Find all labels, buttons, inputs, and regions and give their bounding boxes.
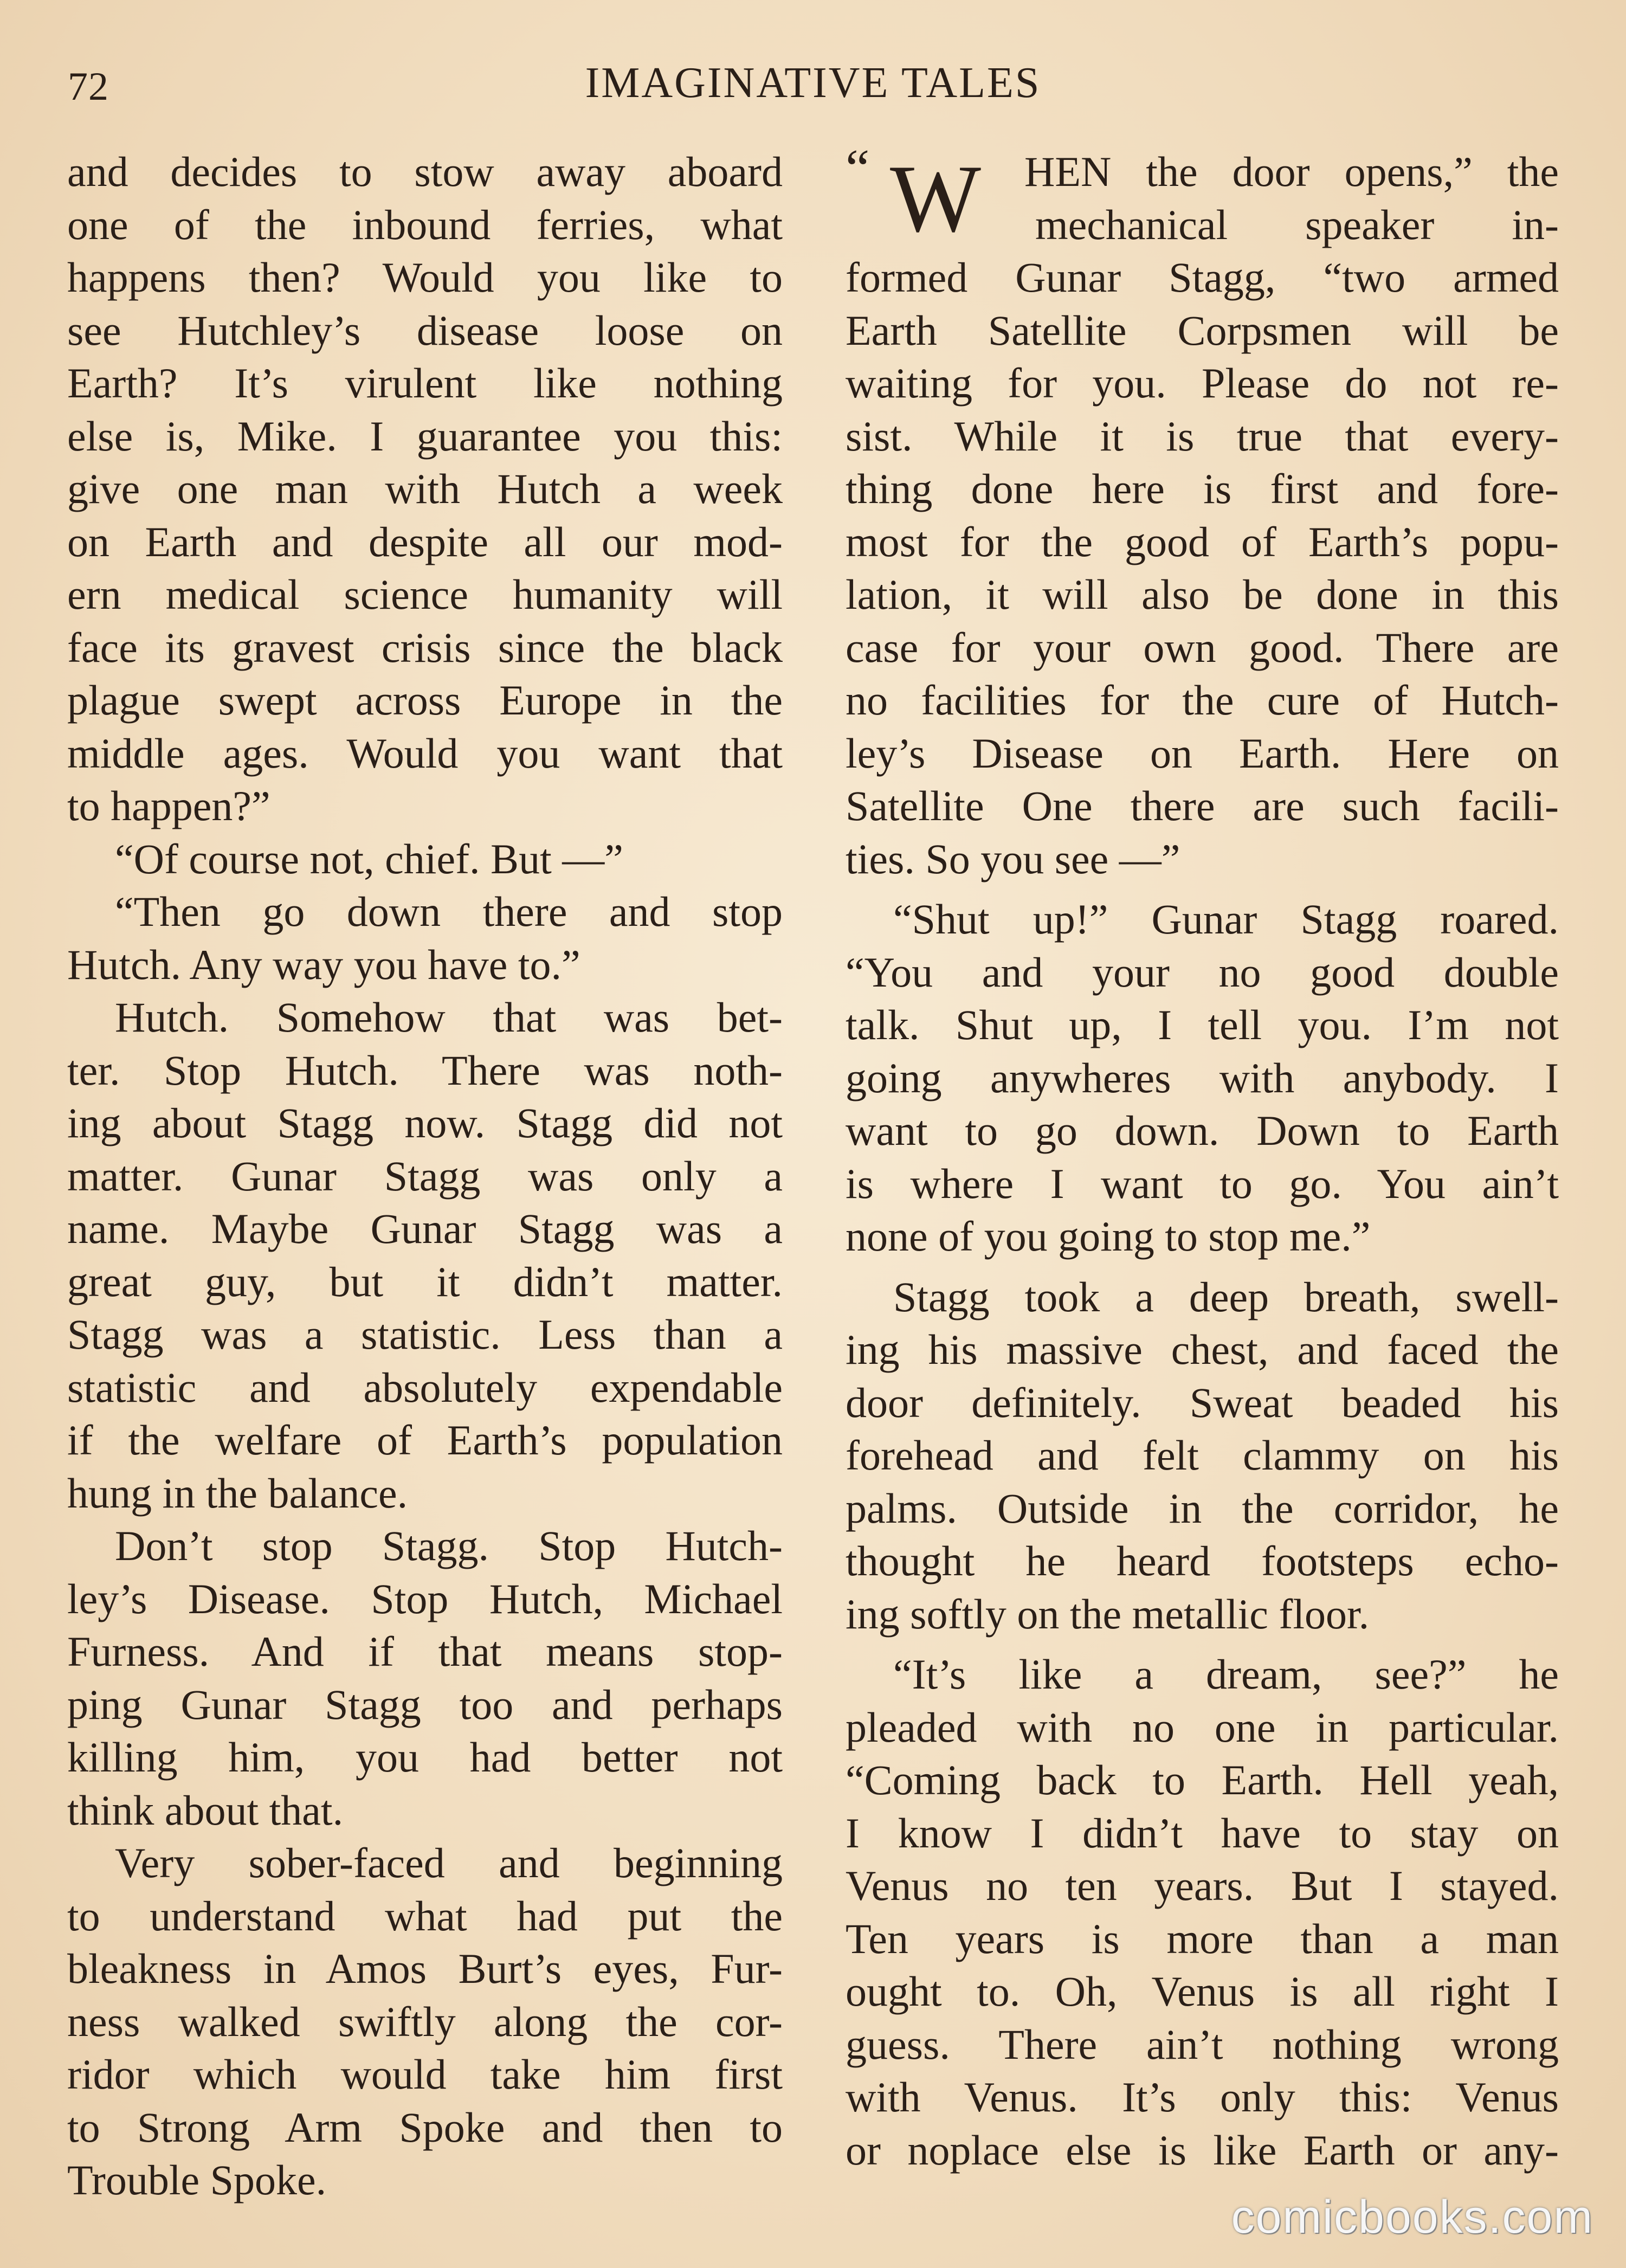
text-line: happens then? Would you like to [67,254,783,301]
text-line: give one man with Hutch a week [67,465,783,512]
text-line: ley’s Disease on Earth. Here on [846,729,1559,777]
text-line: else is, Mike. I guarantee you this: [67,412,783,460]
text-line: going anywheres with anybody. I [846,1054,1559,1101]
paragraph-gap [846,1263,1559,1271]
text-line: door definitely. Sweat beaded his [846,1378,1559,1426]
text-line: “Coming back to Earth. Hell yeah, [846,1756,1559,1803]
text-line: formed Gunar Stagg, “two armed [846,254,1559,301]
text-line: forehead and felt clammy on his [846,1432,1559,1479]
text-line: ley’s Disease. Stop Hutch, Michael [67,1575,783,1622]
text-line: “Of course not, chief. But —” [115,835,623,882]
text-line: ing softly on the metallic floor. [846,1590,1370,1638]
text-line: matter. Gunar Stagg was only a [67,1152,783,1200]
text-line: waiting for you. Please do not re- [846,359,1559,407]
text-line: Earth Satellite Corpsmen will be [846,306,1559,354]
text-line: with Venus. It’s only this: Venus [846,2073,1559,2121]
text-line: Don’t stop Stagg. Stop Hutch- [115,1522,783,1569]
text-line: Hutch. Any way you have to.” [67,940,580,988]
text-line: great guy, but it didn’t matter. [67,1258,783,1305]
text-line: “It’s like a dream, see?” he [893,1651,1559,1698]
text-line: HEN the door opens,” the [1024,148,1559,195]
text-line: thing done here is first and fore- [846,465,1559,512]
text-line: think about that. [67,1786,344,1834]
text-line: thought he heard footsteps echo- [846,1537,1559,1584]
left-column [67,145,783,2207]
right-column [846,138,1559,2176]
text-line: on Earth and despite all our mod- [67,518,783,565]
text-line: is where I want to go. You ain’t [846,1159,1559,1207]
text-line: talk. Shut up, I tell you. I’m not [846,1001,1559,1048]
text-line: “Shut up!” Gunar Stagg roared. [893,895,1559,943]
text-line: Ten years is more than a man [846,1915,1559,1962]
text-line: bleakness in Amos Burt’s eyes, Fur- [67,1945,783,1992]
text-line: ing his massive chest, and faced the [846,1326,1559,1373]
text-line: ing about Stagg now. Stagg did not [67,1099,783,1146]
text-line: plague swept across Europe in the [67,676,783,724]
text-line: and decides to stow away aboard [67,148,783,195]
text-line: no facilities for the cure of Hutch- [846,676,1559,724]
text-line: case for your own good. There are [846,623,1559,671]
text-line: ties. So you see —” [846,835,1180,882]
text-line: to Strong Arm Spoke and then to [67,2103,783,2151]
running-head: IMAGINATIVE TALES [585,59,1041,107]
dropcap-letter: W [890,145,982,252]
text-line: sist. While it is true that every- [846,412,1559,460]
text-line: or noplace else is like Earth or any- [846,2126,1559,2174]
text-line: to happen?” [67,782,270,829]
text-line: name. Maybe Gunar Stagg was a [67,1205,783,1252]
paragraph-gap [846,885,1559,893]
text-line: hung in the balance. [67,1469,408,1517]
text-line: ter. Stop Hutch. There was noth- [67,1046,783,1094]
text-line: Earth? It’s virulent like nothing [67,359,783,407]
text-line: Trouble Spoke. [67,2156,327,2203]
dropcap-quote: “ [846,138,870,198]
text-line: lation, it will also be done in this [846,571,1559,618]
paragraph-gap [846,1640,1559,1648]
text-line: one of the inbound ferries, what [67,201,783,248]
text-line: ridor which would take him first [67,2051,783,2098]
text-line: I know I didn’t have to stay on [846,1809,1559,1857]
watermark: comicbooks.com [1231,2191,1593,2243]
text-line: none of you going to stop me.” [846,1213,1371,1260]
text-line: to understand what had put the [67,1892,783,1940]
dropcap-paragraph-start [846,138,1559,252]
text-line: palms. Outside in the corridor, he [846,1484,1559,1532]
text-line: “You and your no good double [846,948,1559,996]
text-line: guess. There ain’t nothing wrong [846,2020,1559,2068]
text-line: want to go down. Down to Earth [846,1107,1559,1154]
text-line: Satellite One there are such facili- [846,782,1559,829]
text-line: killing him, you had better not [67,1734,783,1781]
text-line: Stagg took a deep breath, swell- [893,1273,1559,1320]
text-line: Furness. And if that means stop- [67,1628,783,1675]
text-line: Hutch. Somehow that was bet- [115,994,783,1041]
text-line: ping Gunar Stagg too and perhaps [67,1680,783,1728]
text-line: “Then go down there and stop [115,888,783,935]
text-line: if the welfare of Earth’s population [67,1416,783,1464]
text-line: ness walked swiftly along the cor- [67,1998,783,2045]
text-line: middle ages. Would you want that [67,729,783,777]
text-line: see Hutchley’s disease loose on [67,306,783,354]
text-line: ern medical science humanity will [67,571,783,618]
text-line: Stagg was a statistic. Less than a [67,1311,783,1358]
text-line: Venus no ten years. But I stayed. [846,1862,1559,1909]
text-line: face its gravest crisis since the black [67,623,783,671]
text-line: pleaded with no one in particular. [846,1703,1559,1751]
text-line: statistic and absolutely expendable [67,1363,783,1411]
text-line: mechanical speaker in- [1035,201,1559,248]
text-line: most for the good of Earth’s popu- [846,518,1559,565]
page-number: 72 [68,65,109,109]
text-line: Very sober-faced and beginning [115,1839,783,1886]
text-line: ought to. Oh, Venus is all right I [846,1968,1559,2015]
